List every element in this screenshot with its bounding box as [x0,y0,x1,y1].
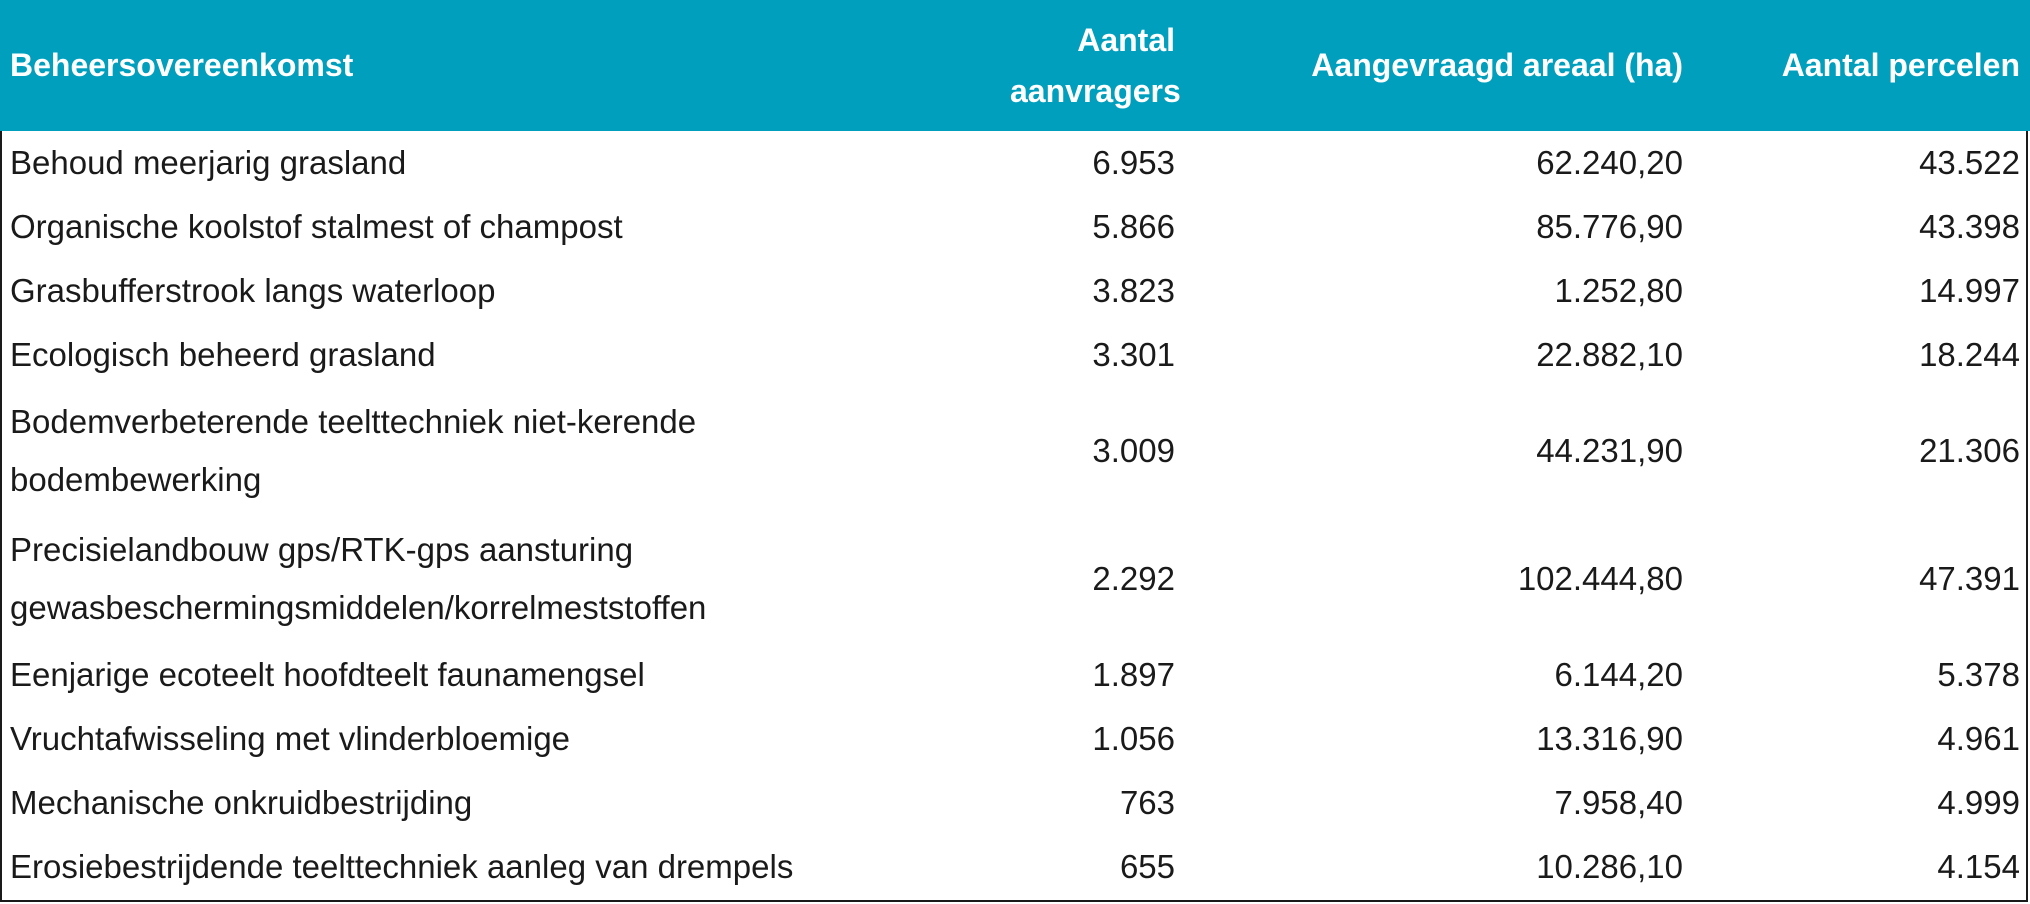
cell-agreement-line2: gewasbeschermingsmiddelen/korrelmeststoffen [10,589,707,626]
cell-applicants: 763 [1000,771,1185,835]
cell-applicants: 655 [1000,835,1185,899]
cell-agreement [0,515,1000,643]
header-agreement: Beheersovereenkomst [10,47,354,83]
cell-applicants: 1.897 [1000,643,1185,707]
cell-agreement [0,387,1000,515]
cell-area: 44.231,90 [1185,387,1693,515]
cell-applicants: 3.301 [1000,323,1185,387]
table-row [0,643,2030,707]
cell-agreement: Grasbufferstrook langs waterloop [0,259,1000,323]
cell-parcels: 43.398 [1693,195,2030,259]
cell-parcels: 21.306 [1693,387,2030,515]
cell-agreement: Vruchtafwisseling met vlinderbloemige [0,707,1000,771]
cell-parcels: 5.378 [1693,643,2030,707]
table-row [0,515,2030,643]
table-row [0,771,2030,835]
cell-applicants: 3.009 [1000,387,1185,515]
cell-area: 102.444,80 [1185,515,1693,643]
cell-parcels: 4.154 [1693,835,2030,899]
cell-area: 7.958,40 [1185,771,1693,835]
table-row [0,707,2030,771]
table-body [0,131,2030,899]
header-area: Aangevraagd areaal (ha) [1311,47,1683,83]
cell-area: 85.776,90 [1185,195,1693,259]
cell-area: 22.882,10 [1185,323,1693,387]
cell-parcels: 4.961 [1693,707,2030,771]
table-row [0,131,2030,195]
cell-agreement: Eenjarige ecoteelt hoofdteelt faunamengsel [0,643,1000,707]
cell-area: 62.240,20 [1185,131,1693,195]
cell-agreement: Erosiebestrijdende teelttechniek aanleg van drempels [0,835,1000,899]
cell-parcels: 14.997 [1693,259,2030,323]
table-row [0,387,2030,515]
table-row [0,323,2030,387]
cell-parcels: 47.391 [1693,515,2030,643]
cell-agreement: Behoud meerjarig grasland [0,131,1000,195]
header-applicants-line1: Aantal [1077,21,1175,58]
cell-agreement: Mechanische onkruidbestrijding [0,771,1000,835]
cell-parcels: 18.244 [1693,323,2030,387]
header-row [0,0,2030,131]
header-applicants [1000,0,1185,131]
cell-area: 1.252,80 [1185,259,1693,323]
table-header [0,0,2030,131]
header-applicants-line2: aanvragers [1010,72,1181,109]
cell-agreement-line2: bodembewerking [10,461,262,498]
header-parcels: Aantal percelen [1781,47,2020,83]
cell-agreement: Organische koolstof stalmest of champost [0,195,1000,259]
cell-agreement-line1: Precisielandbouw gps/RTK-gps aansturing [10,531,634,568]
cell-agreement-line1: Bodemverbeterende teelttechniek niet-kerende [10,403,697,440]
cell-parcels: 4.999 [1693,771,2030,835]
cell-area: 6.144,20 [1185,643,1693,707]
cell-parcels: 43.522 [1693,131,2030,195]
cell-applicants: 5.866 [1000,195,1185,259]
table-row [0,835,2030,899]
table-row [0,195,2030,259]
cell-applicants: 1.056 [1000,707,1185,771]
table-row [0,259,2030,323]
cell-area: 13.316,90 [1185,707,1693,771]
cell-applicants: 2.292 [1000,515,1185,643]
cell-applicants: 6.953 [1000,131,1185,195]
cell-area: 10.286,10 [1185,835,1693,899]
cell-agreement: Ecologisch beheerd grasland [0,323,1000,387]
cell-applicants: 3.823 [1000,259,1185,323]
